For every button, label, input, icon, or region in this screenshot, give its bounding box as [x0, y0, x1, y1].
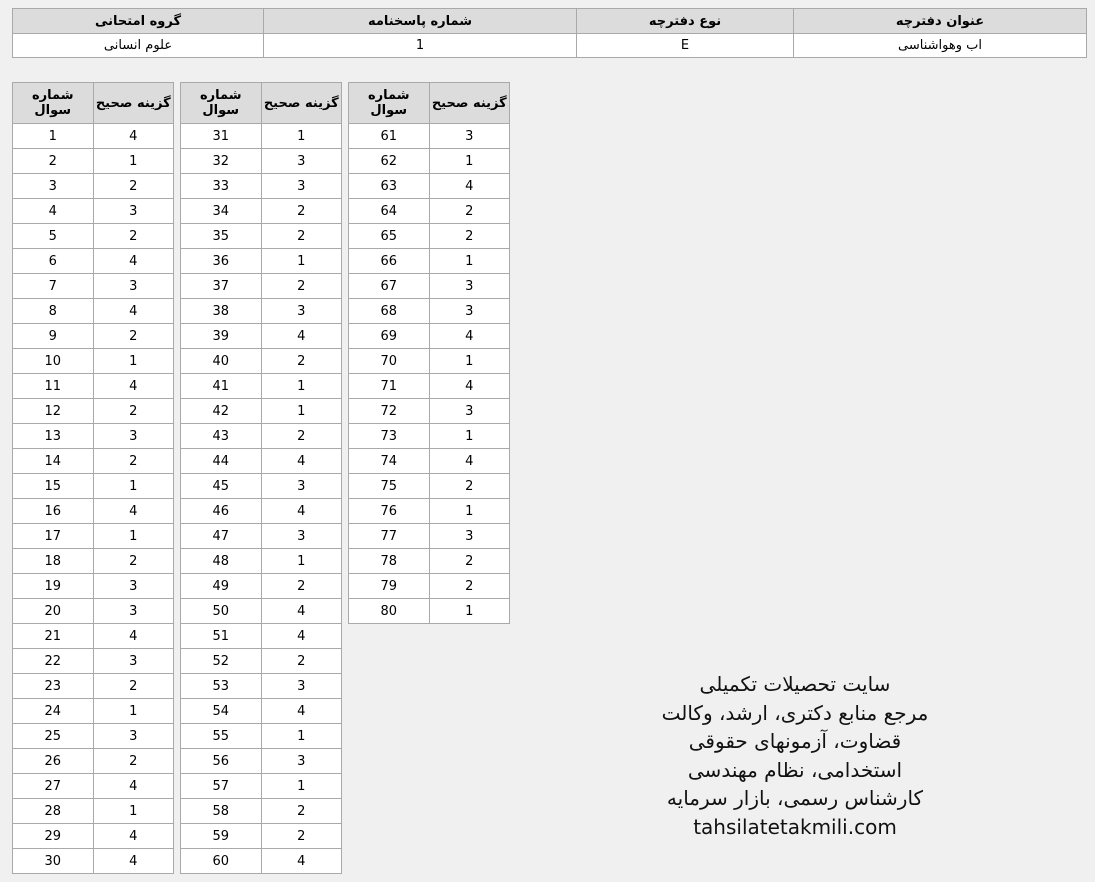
question-number: 40	[181, 349, 262, 374]
correct-answer: 4	[429, 324, 510, 349]
correct-answer: 3	[429, 399, 510, 424]
answer-key-row	[13, 574, 174, 599]
question-number: 30	[13, 849, 94, 874]
question-number: 75	[349, 474, 430, 499]
correct-answer: 1	[429, 424, 510, 449]
answer-key-row	[349, 574, 510, 599]
correct-answer: 3	[93, 649, 174, 674]
answer-key-row	[349, 524, 510, 549]
question-number: 24	[13, 699, 94, 724]
answer-key-row	[181, 549, 342, 574]
answer-key-row	[349, 349, 510, 374]
value-answer-sheet-number: 1	[264, 34, 577, 58]
question-number: 39	[181, 324, 262, 349]
question-number: 61	[349, 124, 430, 149]
question-number: 18	[13, 549, 94, 574]
question-number: 26	[13, 749, 94, 774]
question-number: 37	[181, 274, 262, 299]
question-number: 35	[181, 224, 262, 249]
correct-answer: 2	[93, 324, 174, 349]
answer-key-table-3	[348, 82, 510, 624]
question-number: 33	[181, 174, 262, 199]
answer-key-row	[13, 674, 174, 699]
answer-key-row	[13, 224, 174, 249]
correct-answer: 1	[93, 524, 174, 549]
correct-answer: 3	[93, 599, 174, 624]
question-number: 23	[13, 674, 94, 699]
correct-answer: 1	[93, 349, 174, 374]
correct-answer: 1	[261, 549, 342, 574]
correct-answer: 4	[429, 374, 510, 399]
correct-answer: 1	[93, 149, 174, 174]
answer-key-row	[181, 574, 342, 599]
answer-key-row	[13, 624, 174, 649]
answer-key-row	[181, 474, 342, 499]
answer-key-row	[181, 674, 342, 699]
correct-answer: 2	[93, 749, 174, 774]
answer-key-row	[181, 224, 342, 249]
answer-key-row	[13, 499, 174, 524]
correct-answer: 2	[429, 549, 510, 574]
question-number: 49	[181, 574, 262, 599]
correct-answer: 1	[93, 474, 174, 499]
question-number: 38	[181, 299, 262, 324]
answer-key-row	[349, 274, 510, 299]
correct-answer: 4	[93, 124, 174, 149]
correct-answer: 2	[261, 199, 342, 224]
correct-answer: 1	[261, 124, 342, 149]
answer-key-row	[13, 749, 174, 774]
answer-key-row	[181, 174, 342, 199]
correct-answer: 3	[261, 174, 342, 199]
value-booklet-type: E	[577, 34, 794, 58]
correct-answer: 3	[429, 124, 510, 149]
booklet-info-header-row	[13, 9, 1087, 34]
answer-key-row	[181, 749, 342, 774]
answer-key-table-1	[12, 82, 174, 874]
question-number: 44	[181, 449, 262, 474]
answer-key-row	[181, 649, 342, 674]
question-number: 53	[181, 674, 262, 699]
correct-answer: 3	[93, 274, 174, 299]
question-number: 21	[13, 624, 94, 649]
answer-key-row	[13, 724, 174, 749]
question-number: 45	[181, 474, 262, 499]
correct-answer: 4	[93, 299, 174, 324]
question-number: 6	[13, 249, 94, 274]
correct-answer: 3	[261, 524, 342, 549]
correct-answer: 1	[261, 399, 342, 424]
correct-answer: 1	[429, 249, 510, 274]
correct-answer: 1	[93, 799, 174, 824]
correct-answer: 4	[93, 249, 174, 274]
header-booklet-title: عنوان دفترچه	[794, 9, 1087, 34]
answer-key-row	[349, 149, 510, 174]
correct-answer: 3	[93, 199, 174, 224]
answer-key-row	[181, 324, 342, 349]
answer-key-header-row	[13, 83, 174, 124]
answer-key-row	[181, 149, 342, 174]
correct-answer: 2	[93, 549, 174, 574]
answer-key-row	[181, 499, 342, 524]
question-number: 69	[349, 324, 430, 349]
question-number: 67	[349, 274, 430, 299]
question-number: 13	[13, 424, 94, 449]
correct-answer: 4	[429, 174, 510, 199]
question-number: 36	[181, 249, 262, 274]
correct-answer: 4	[261, 624, 342, 649]
question-number: 79	[349, 574, 430, 599]
correct-answer: 3	[429, 274, 510, 299]
answer-key-row	[13, 249, 174, 274]
question-number: 34	[181, 199, 262, 224]
correct-answer: 2	[261, 424, 342, 449]
correct-answer: 4	[261, 849, 342, 874]
answer-key-row	[13, 849, 174, 874]
correct-answer: 2	[261, 799, 342, 824]
answer-key-header-row	[349, 83, 510, 124]
question-number: 16	[13, 499, 94, 524]
answer-key-row	[13, 549, 174, 574]
promo-line: سایت تحصیلات تکمیلی	[699, 672, 891, 696]
correct-answer: 2	[93, 174, 174, 199]
promo-website: tahsilatetakmili.com	[693, 814, 897, 839]
correct-answer: 1	[429, 349, 510, 374]
correct-answer: 3	[93, 724, 174, 749]
answer-key-row	[181, 124, 342, 149]
answer-key-row	[181, 524, 342, 549]
promo-line: کارشناس رسمی، بازار سرمایه	[666, 786, 924, 811]
question-number: 57	[181, 774, 262, 799]
correct-answer: 3	[93, 574, 174, 599]
column-header-correct-answer: گزینه صحیح	[429, 83, 510, 124]
answer-key-header-row	[181, 83, 342, 124]
answer-key-row	[13, 124, 174, 149]
correct-answer: 1	[261, 249, 342, 274]
question-number: 70	[349, 349, 430, 374]
answer-key-row	[13, 174, 174, 199]
correct-answer: 2	[429, 224, 510, 249]
answer-key-row	[181, 299, 342, 324]
promo-line: قضاوت، آزمونهای حقوقی	[688, 729, 902, 754]
column-header-question-number: شماره سوال	[349, 83, 430, 124]
answer-key-row	[13, 299, 174, 324]
correct-answer: 2	[261, 349, 342, 374]
answer-key-row	[349, 599, 510, 624]
column-header-question-number: شماره سوال	[181, 83, 262, 124]
answer-key-row	[13, 324, 174, 349]
question-number: 3	[13, 174, 94, 199]
answer-key-row	[13, 799, 174, 824]
answer-key-row	[349, 374, 510, 399]
question-number: 73	[349, 424, 430, 449]
question-number: 47	[181, 524, 262, 549]
question-number: 41	[181, 374, 262, 399]
correct-answer: 2	[93, 674, 174, 699]
correct-answer: 4	[93, 774, 174, 799]
answer-key-row	[13, 649, 174, 674]
question-number: 48	[181, 549, 262, 574]
correct-answer: 1	[261, 774, 342, 799]
answer-key-row	[349, 424, 510, 449]
answer-key-row	[13, 424, 174, 449]
question-number: 19	[13, 574, 94, 599]
question-number: 42	[181, 399, 262, 424]
answer-key-row	[349, 224, 510, 249]
answer-key-row	[181, 699, 342, 724]
booklet-info-table	[12, 8, 1087, 58]
column-header-correct-answer: گزینه صحیح	[93, 83, 174, 124]
question-number: 50	[181, 599, 262, 624]
answer-key-row	[181, 449, 342, 474]
value-exam-group: علوم انسانی	[13, 34, 264, 58]
correct-answer: 4	[261, 324, 342, 349]
question-number: 12	[13, 399, 94, 424]
answer-key-row	[349, 399, 510, 424]
question-number: 56	[181, 749, 262, 774]
header-exam-group: گروه امتحانی	[13, 9, 264, 34]
answer-key-row	[181, 599, 342, 624]
correct-answer: 3	[429, 524, 510, 549]
answer-key-row	[181, 399, 342, 424]
answer-key-row	[181, 424, 342, 449]
correct-answer: 2	[93, 449, 174, 474]
answer-key-row	[13, 199, 174, 224]
correct-answer: 4	[429, 449, 510, 474]
question-number: 27	[13, 774, 94, 799]
correct-answer: 3	[261, 149, 342, 174]
correct-answer: 4	[261, 449, 342, 474]
answer-key-row	[13, 449, 174, 474]
answer-key-row	[13, 699, 174, 724]
question-number: 54	[181, 699, 262, 724]
correct-answer: 3	[261, 299, 342, 324]
answer-key-row	[181, 274, 342, 299]
answer-key-row	[349, 474, 510, 499]
answer-key-row	[181, 374, 342, 399]
correct-answer: 4	[93, 374, 174, 399]
answer-key-row	[181, 724, 342, 749]
booklet-info-value-row	[13, 34, 1087, 58]
question-number: 5	[13, 224, 94, 249]
question-number: 20	[13, 599, 94, 624]
question-number: 65	[349, 224, 430, 249]
header-booklet-type: نوع دفترچه	[577, 9, 794, 34]
correct-answer: 2	[261, 649, 342, 674]
answer-key-row	[349, 549, 510, 574]
correct-answer: 2	[93, 399, 174, 424]
correct-answer: 1	[261, 374, 342, 399]
question-number: 76	[349, 499, 430, 524]
answer-key-row	[349, 449, 510, 474]
correct-answer: 2	[261, 824, 342, 849]
promo-line: مرجع منابع دکتری، ارشد، وکالت	[661, 700, 929, 725]
correct-answer: 2	[93, 224, 174, 249]
question-number: 8	[13, 299, 94, 324]
correct-answer: 4	[93, 849, 174, 874]
question-number: 74	[349, 449, 430, 474]
answer-key-row	[349, 249, 510, 274]
value-booklet-title: اب وهواشناسی	[794, 34, 1087, 58]
question-number: 17	[13, 524, 94, 549]
question-number: 14	[13, 449, 94, 474]
answer-key-row	[349, 324, 510, 349]
column-header-correct-answer: گزینه صحیح	[261, 83, 342, 124]
correct-answer: 3	[93, 424, 174, 449]
answer-key-row	[13, 774, 174, 799]
question-number: 1	[13, 124, 94, 149]
correct-answer: 3	[429, 299, 510, 324]
answer-key-row	[181, 249, 342, 274]
correct-answer: 3	[261, 474, 342, 499]
answer-key-row	[181, 849, 342, 874]
answer-key-row	[349, 174, 510, 199]
correct-answer: 4	[93, 624, 174, 649]
question-number: 31	[181, 124, 262, 149]
question-number: 66	[349, 249, 430, 274]
answer-key-row	[181, 349, 342, 374]
question-number: 11	[13, 374, 94, 399]
question-number: 55	[181, 724, 262, 749]
correct-answer: 2	[429, 199, 510, 224]
answer-key-row	[13, 524, 174, 549]
correct-answer: 1	[429, 499, 510, 524]
answer-key-table-2	[180, 82, 342, 874]
answer-key-row	[181, 824, 342, 849]
answer-key-row	[349, 199, 510, 224]
promo-text-block	[610, 670, 980, 842]
answer-key-row	[181, 774, 342, 799]
correct-answer: 2	[429, 574, 510, 599]
answer-key-row	[349, 124, 510, 149]
correct-answer: 4	[261, 699, 342, 724]
question-number: 63	[349, 174, 430, 199]
question-number: 25	[13, 724, 94, 749]
answer-key-row	[13, 349, 174, 374]
question-number: 15	[13, 474, 94, 499]
correct-answer: 1	[93, 699, 174, 724]
question-number: 71	[349, 374, 430, 399]
question-number: 68	[349, 299, 430, 324]
question-number: 52	[181, 649, 262, 674]
answer-key-row	[349, 299, 510, 324]
question-number: 9	[13, 324, 94, 349]
answer-key-row	[13, 274, 174, 299]
correct-answer: 4	[93, 499, 174, 524]
correct-answer: 2	[261, 224, 342, 249]
answer-key-row	[13, 374, 174, 399]
correct-answer: 3	[261, 674, 342, 699]
correct-answer: 2	[429, 474, 510, 499]
answer-key-row	[13, 149, 174, 174]
question-number: 2	[13, 149, 94, 174]
answer-key-row	[181, 624, 342, 649]
question-number: 22	[13, 649, 94, 674]
promo-line: استخدامی، نظام مهندسی	[687, 757, 903, 782]
question-number: 58	[181, 799, 262, 824]
question-number: 77	[349, 524, 430, 549]
answer-key-row	[181, 199, 342, 224]
column-header-question-number: شماره سوال	[13, 83, 94, 124]
correct-answer: 4	[93, 824, 174, 849]
question-number: 80	[349, 599, 430, 624]
question-number: 43	[181, 424, 262, 449]
question-number: 32	[181, 149, 262, 174]
answer-key-row	[13, 399, 174, 424]
correct-answer: 1	[429, 149, 510, 174]
correct-answer: 3	[261, 749, 342, 774]
correct-answer: 2	[261, 574, 342, 599]
header-answer-sheet-number: شماره پاسخنامه	[264, 9, 577, 34]
correct-answer: 1	[261, 724, 342, 749]
question-number: 59	[181, 824, 262, 849]
question-number: 60	[181, 849, 262, 874]
answer-key-row	[13, 824, 174, 849]
answer-key-row	[13, 599, 174, 624]
correct-answer: 2	[261, 274, 342, 299]
question-number: 78	[349, 549, 430, 574]
question-number: 10	[13, 349, 94, 374]
question-number: 28	[13, 799, 94, 824]
question-number: 62	[349, 149, 430, 174]
correct-answer: 1	[429, 599, 510, 624]
answer-key-row	[181, 799, 342, 824]
question-number: 7	[13, 274, 94, 299]
question-number: 51	[181, 624, 262, 649]
question-number: 72	[349, 399, 430, 424]
question-number: 4	[13, 199, 94, 224]
question-number: 64	[349, 199, 430, 224]
answer-key-row	[349, 499, 510, 524]
question-number: 46	[181, 499, 262, 524]
answer-key-row	[13, 474, 174, 499]
correct-answer: 4	[261, 499, 342, 524]
question-number: 29	[13, 824, 94, 849]
correct-answer: 4	[261, 599, 342, 624]
